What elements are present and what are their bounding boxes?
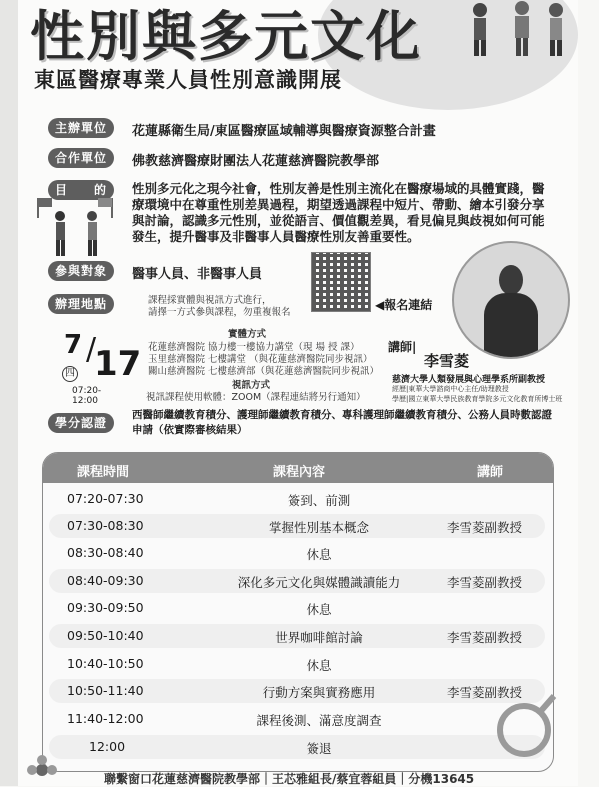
physical-line-1: 花蓮慈濟醫院 協力樓一樓協力講堂（現 場 授 課）	[148, 342, 360, 353]
table-row	[49, 514, 545, 538]
lecturer-title-1: 慈濟大學人類發展與心理學系所副教授	[392, 375, 546, 385]
schedule-table	[42, 452, 554, 772]
table-row	[49, 487, 545, 511]
row-time: 10:50-11:40	[67, 683, 144, 698]
row-teacher: 李雪菱副教授	[447, 575, 523, 590]
header-time: 課程時間	[77, 465, 130, 480]
partner-label: 合作單位	[48, 148, 114, 168]
venue-note-2: 請擇一方式參與課程，勿重複報名	[148, 307, 291, 318]
signup-qr-code[interactable]	[311, 252, 371, 312]
row-teacher: 李雪菱副教授	[447, 520, 523, 535]
page-title: 性別與多元文化	[30, 4, 422, 68]
schedule-header	[43, 453, 553, 483]
physical-line-2: 玉里慈濟醫院 七樓講堂 （與花蓮慈濟醫院同步視訊）	[148, 354, 373, 365]
lecturer-label: 講師|	[388, 340, 417, 354]
table-row	[49, 652, 545, 676]
physical-line-3: 關山慈濟醫院 七樓慈濟部（與花蓮慈濟醫院同步視訊）	[148, 366, 380, 377]
row-time: 09:50-10:40	[67, 628, 144, 643]
row-time: 07:20-07:30	[67, 491, 144, 506]
lecturer-title-2: 經歷|東華大學諮商中心主任/助理教授	[392, 385, 509, 393]
contact-footer: 聯繫窗口花蓮慈濟醫院教學部｜王芯雅組長/蔡宜蓉組員｜分機13645	[104, 772, 475, 786]
row-content: 世界咖啡館討論	[275, 630, 363, 645]
row-time: 08:30-08:40	[67, 545, 144, 560]
table-row	[49, 624, 545, 648]
date-day: 17	[94, 344, 142, 384]
row-time: 11:40-12:00	[67, 711, 144, 726]
date-weekday: 四	[62, 366, 78, 382]
row-content: 行動方案與實務應用	[262, 685, 376, 700]
partner-value: 佛教慈濟醫療財團法人花蓮慈濟醫院教學部	[132, 154, 380, 169]
organizer-label: 主辦單位	[48, 118, 114, 138]
flower-decor-icon	[22, 746, 62, 786]
purpose-label: 目 的	[48, 180, 114, 200]
table-row	[49, 541, 545, 565]
date-time: 07:20-12:00	[72, 386, 102, 406]
venue-note-1: 課程採實體與視訊方式進行，	[148, 295, 272, 306]
date-slash: /	[86, 332, 97, 367]
row-teacher: 李雪菱副教授	[447, 630, 523, 645]
row-content: 簽到、前測	[287, 493, 351, 508]
scan-edge	[0, 0, 18, 786]
signup-link-label[interactable]: ◀報名連結	[375, 298, 433, 312]
online-line-1: 視訊課程使用軟體：ZOOM（課程連結將另行通知）	[146, 392, 366, 403]
purpose-text: 性別多元化之現今社會，性別友善是性別主流化在醫療場域的具體實踐，醫療環境中在尊重性別差異過程，期望透過課程中短片、帶動、繪本引發分享與討論，認識多元性別，並從語言、價值觀差異，看見偏見與歧視如何可能發生，提升醫事及非醫事人員醫療性別友善重要性。	[132, 181, 545, 244]
table-row	[49, 707, 545, 731]
online-title: 視訊方式	[232, 380, 271, 391]
table-row	[49, 596, 545, 620]
credit-text: 西醫師繼續教育積分、護理師繼續教育積分、專科護理師繼續教育積分、公務人員時數認證申請（依實際審核結果）	[132, 409, 552, 436]
table-row	[49, 679, 545, 703]
row-content: 深化多元文化與媒體識讀能力	[237, 575, 401, 590]
row-teacher: 李雪菱副教授	[447, 685, 523, 700]
row-time: 10:40-10:50	[67, 656, 144, 671]
organizer-value: 花蓮縣衛生局/東區醫療區域輔導與醫療資源整合計畫	[132, 124, 436, 139]
people-illustration-top-icon	[452, 0, 572, 60]
lecturer-title-3: 學歷|國立東華大學民族教育學院多元文化教育所博士班	[392, 395, 563, 403]
row-content: 掌握性別基本概念	[268, 520, 369, 535]
audience-label: 參與對象	[48, 261, 114, 281]
row-content: 休息	[306, 602, 332, 617]
row-content: 休息	[306, 547, 332, 562]
table-row	[49, 735, 545, 759]
table-row	[49, 569, 545, 593]
header-content: 課程內容	[273, 465, 326, 480]
row-time: 08:40-09:30	[67, 573, 144, 588]
audience-value: 醫事人員、非醫事人員	[132, 267, 263, 282]
row-time: 07:30-08:30	[67, 518, 144, 533]
flag-people-icon	[30, 196, 120, 258]
venue-label: 辦理地點	[48, 294, 114, 314]
lecturer-name: 李雪菱	[424, 352, 470, 370]
header-teacher: 講師	[477, 465, 504, 480]
lecturer-photo	[452, 241, 570, 359]
row-content: 簽退	[306, 741, 332, 756]
credit-label: 學分認證	[48, 413, 114, 433]
page-subtitle: 東區醫療專業人員性別意識開展	[34, 68, 342, 92]
row-time: 12:00	[89, 739, 126, 754]
gender-symbol-icon	[490, 690, 560, 770]
row-content: 課程後測、滿意度調查	[256, 713, 382, 728]
row-content: 休息	[306, 658, 332, 673]
row-time: 09:30-09:50	[67, 600, 144, 615]
event-date	[58, 330, 142, 406]
date-month: 7	[64, 330, 83, 360]
physical-title: 實體方式	[228, 329, 267, 340]
